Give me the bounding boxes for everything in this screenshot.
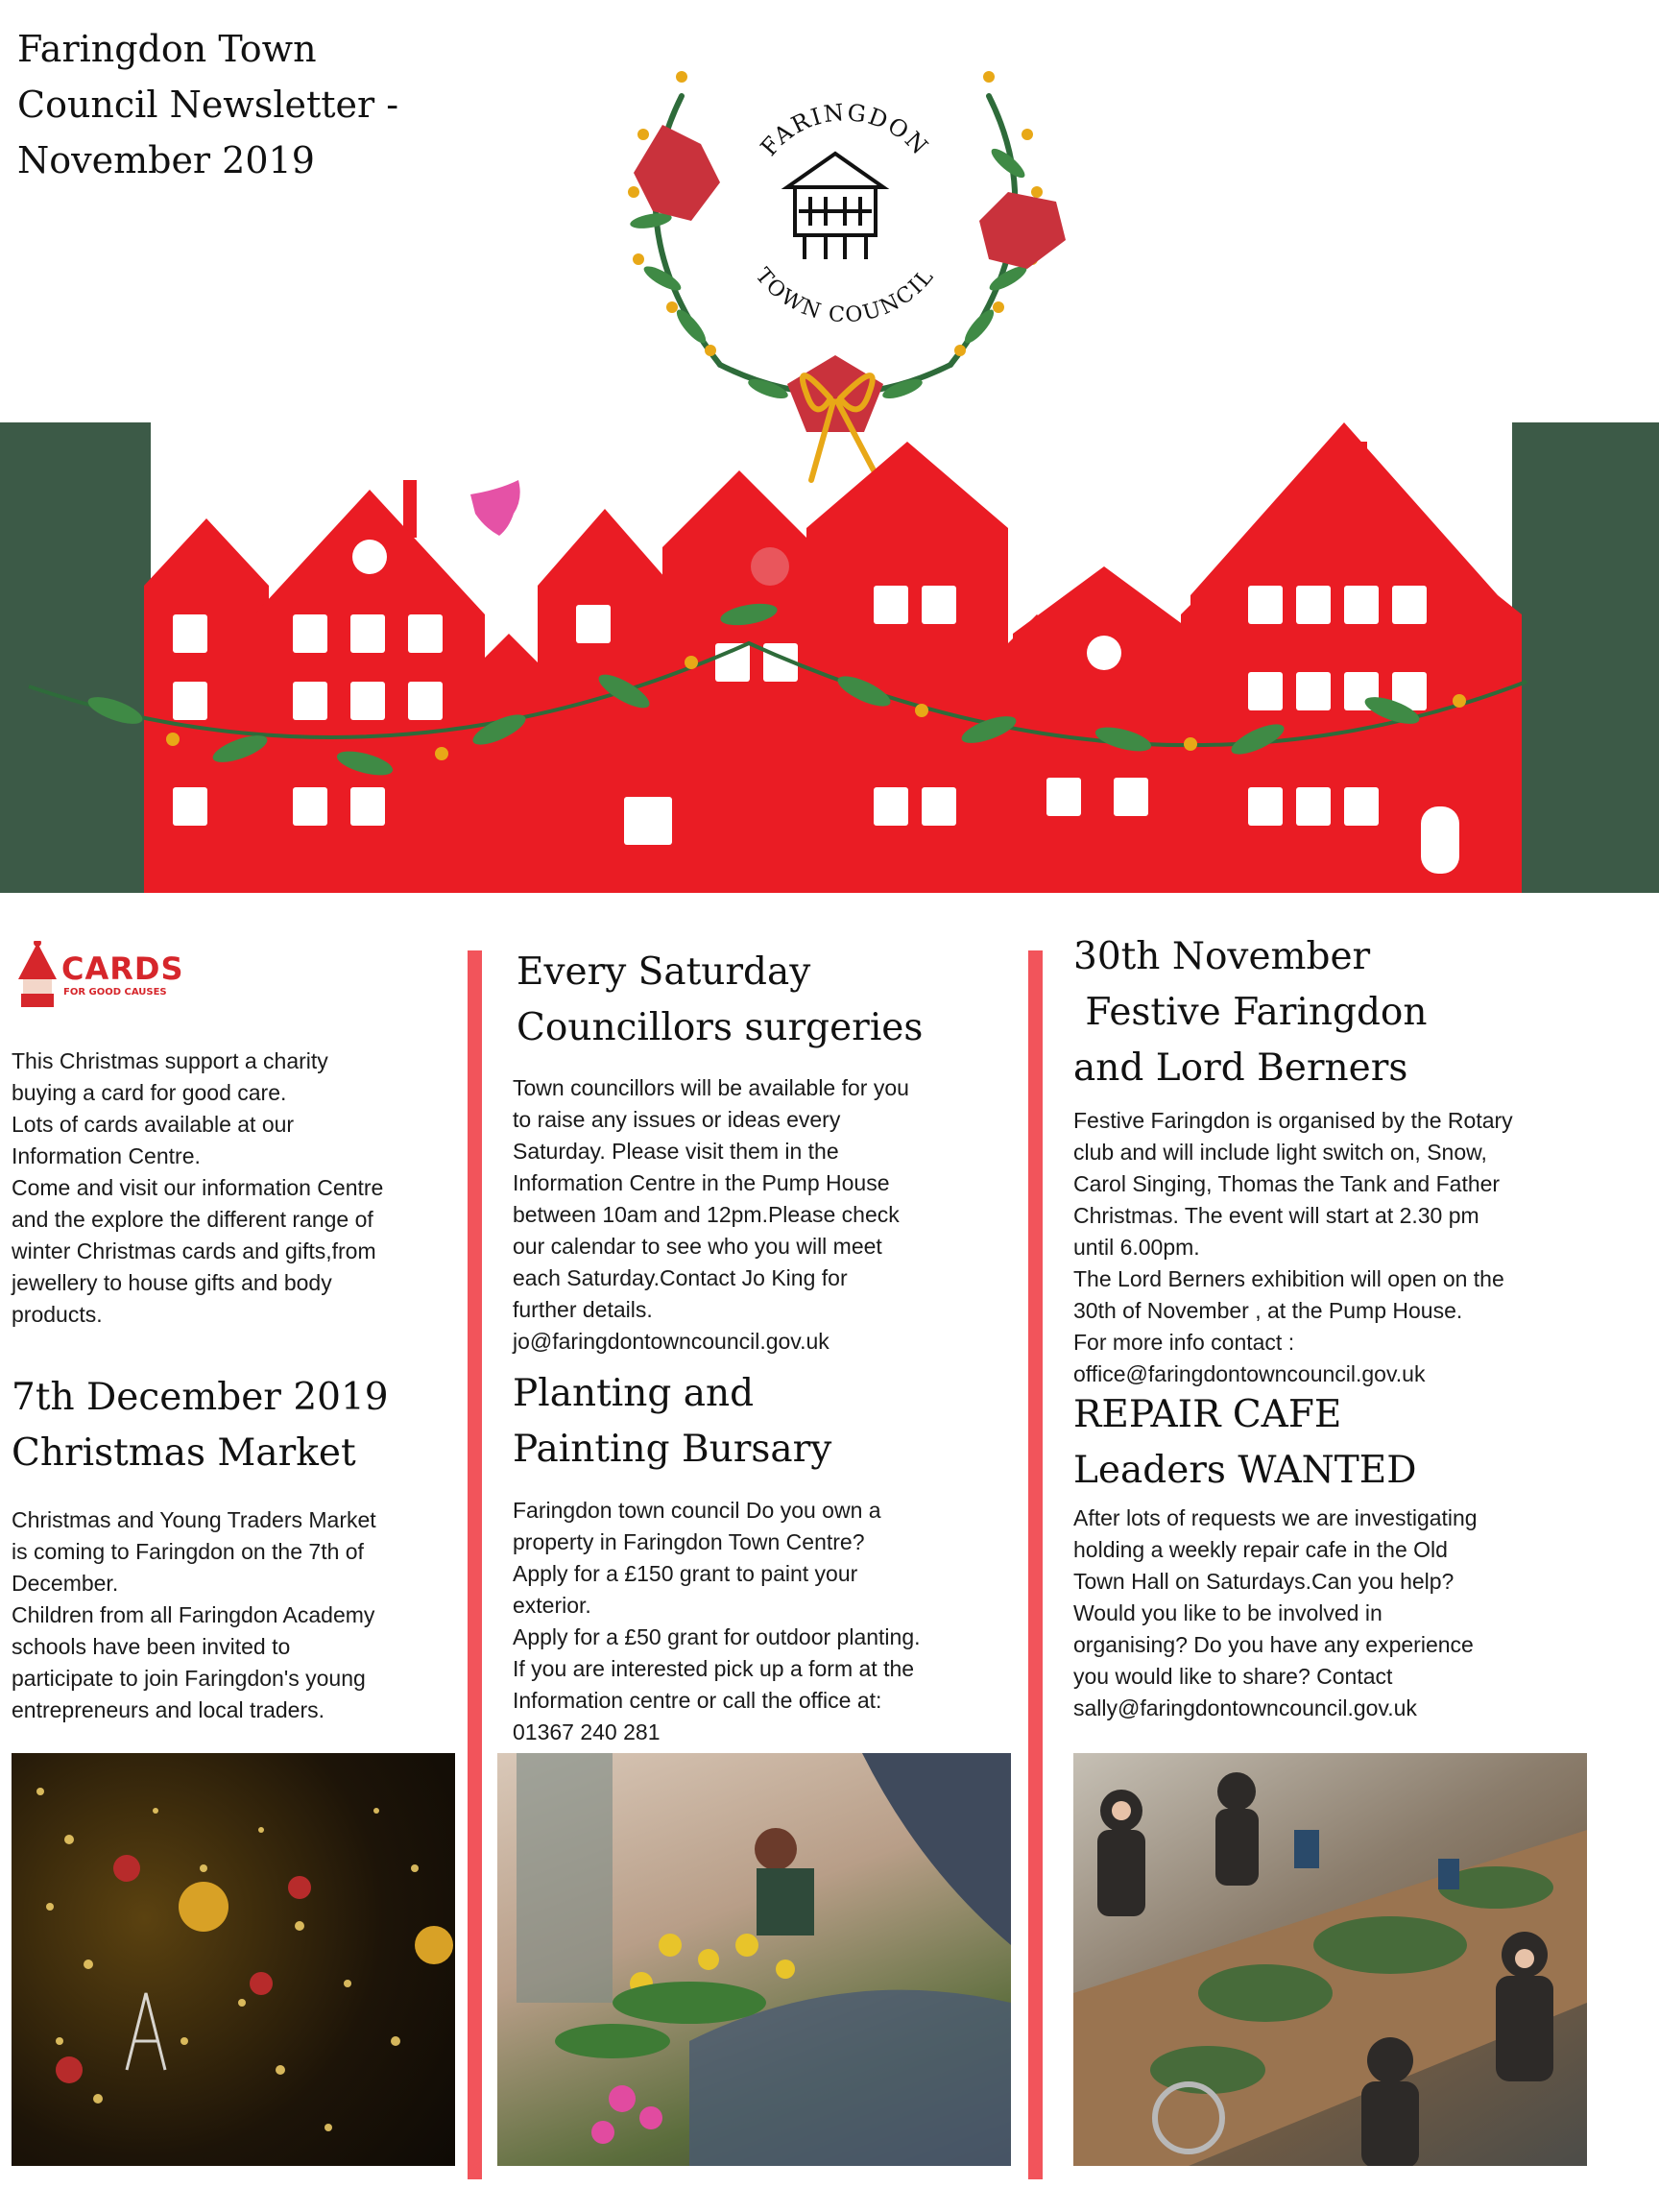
cards-logo-tagline: FOR GOOD CAUSES (63, 987, 167, 998)
text-line: entrepreneurs and local traders. (12, 1697, 325, 1722)
repair-cafe-heading (1073, 1387, 1630, 1499)
text-line: club and will include light switch on, Snow, (1073, 1140, 1487, 1165)
heading-line: 7th December 2019 (12, 1376, 389, 1419)
poinsettia-left-icon (634, 125, 720, 221)
heading-line: Councillors surgeries (517, 1006, 924, 1049)
christmas-market-heading (12, 1370, 463, 1481)
christmas-lights-photo (12, 1753, 455, 2166)
festive-faringdon-heading (1073, 929, 1630, 1096)
councillors-surgeries-heading (517, 945, 1016, 1056)
text-line: to raise any issues or ideas every (513, 1107, 841, 1132)
cards-intro-text (12, 1046, 463, 1331)
text-line: Information Centre in the Pump House (513, 1170, 890, 1195)
text-line: between 10am and 12pm.Please check (513, 1202, 900, 1227)
text-line: This Christmas support a charity (12, 1048, 328, 1073)
heading-line: 30th November (1073, 935, 1371, 978)
heading-line: Leaders WANTED (1073, 1449, 1417, 1492)
planting-bursary-heading (513, 1366, 1022, 1478)
newsletter-title (17, 21, 459, 188)
text-line: After lots of requests we are investigating (1073, 1505, 1478, 1530)
poinsettia-right-icon (979, 192, 1066, 269)
left-green-panel (0, 422, 151, 893)
councillors-surgeries-text (513, 1072, 1022, 1358)
text-line: If you are interested pick up a form at the (513, 1656, 915, 1681)
heading-line: Christmas Market (12, 1431, 356, 1475)
office-email-link[interactable]: office@faringdontowncouncil.gov.uk (1073, 1361, 1426, 1386)
text-line: exterior. (513, 1593, 591, 1618)
text-line: is coming to Faringdon on the 7th of (12, 1539, 364, 1564)
text-line: our calendar to see who you will meet (513, 1234, 882, 1259)
text-line: Information centre or call the office at: (513, 1688, 882, 1713)
sally-email-link[interactable]: sally@faringdontowncouncil.gov.uk (1073, 1695, 1417, 1720)
text-line: until 6.00pm. (1073, 1235, 1200, 1260)
heading-line: Every Saturday (517, 950, 811, 994)
santa-icon (13, 941, 61, 1008)
text-line: December. (12, 1571, 119, 1596)
column-divider-left (468, 950, 482, 2179)
town-hall-icon (787, 154, 883, 259)
text-line: jewellery to house gifts and body (12, 1270, 332, 1295)
text-line: winter Christmas cards and gifts,from (12, 1238, 376, 1263)
text-line: Children from all Faringdon Academy (12, 1602, 375, 1627)
text-line: Faringdon town council Do you own a (513, 1498, 881, 1523)
title-line: November 2019 (17, 139, 315, 181)
festive-faringdon-text (1073, 1105, 1640, 1390)
text-line: Saturday. Please visit them in the (513, 1139, 839, 1164)
office-phone-number[interactable]: 01367 240 281 (513, 1719, 661, 1744)
text-line: you would like to share? Contact (1073, 1664, 1393, 1689)
christmas-market-text (12, 1504, 463, 1726)
cards-for-good-causes-logo (13, 941, 205, 1018)
svg-text:TOWN COUNCIL (751, 264, 940, 328)
svg-text:FARINGDON (756, 99, 934, 161)
ornament-ball-icon (751, 547, 789, 586)
text-line: Information Centre. (12, 1143, 201, 1168)
text-line: Christmas and Young Traders Market (12, 1507, 376, 1532)
planting-photo (497, 1753, 1011, 2166)
heading-line: and Lord Berners (1073, 1046, 1408, 1090)
column-divider-right (1028, 950, 1043, 2179)
cards-logo-word: CARDS (61, 950, 184, 987)
text-line: Lots of cards available at our (12, 1112, 295, 1137)
text-line: The Lord Berners exhibition will open on the (1073, 1266, 1504, 1291)
right-green-panel (1512, 422, 1659, 893)
text-line: holding a weekly repair cafe in the Old (1073, 1537, 1448, 1562)
text-line: Come and visit our information Centre (12, 1175, 384, 1200)
text-line: further details. (513, 1297, 653, 1322)
heading-line: REPAIR CAFE (1073, 1393, 1342, 1436)
text-line: For more info contact : (1073, 1330, 1295, 1355)
text-line: Festive Faringdon is organised by the Rotary (1073, 1108, 1513, 1133)
jo-email-link[interactable]: jo@faringdontowncouncil.gov.uk (513, 1329, 830, 1354)
title-line: Faringdon Town (17, 28, 317, 70)
text-line: property in Faringdon Town Centre? (513, 1529, 865, 1554)
text-line: and the explore the different range of (12, 1207, 373, 1232)
logo-top-text: FARINGDON (755, 98, 935, 161)
heading-line: Planting and (513, 1372, 755, 1415)
repair-cafe-text (1073, 1503, 1640, 1724)
text-line: 30th of November , at the Pump House. (1073, 1298, 1463, 1323)
heading-line: Festive Faringdon (1073, 991, 1428, 1034)
text-line: participate to join Faringdon's young (12, 1666, 366, 1691)
text-line: Would you like to be involved in (1073, 1600, 1382, 1625)
planting-bursary-text (513, 1495, 1022, 1748)
text-line: products. (12, 1302, 103, 1327)
text-line: buying a card for good care. (12, 1080, 287, 1105)
text-line: schools have been invited to (12, 1634, 291, 1659)
text-line: each Saturday.Contact Jo King for (513, 1265, 848, 1290)
text-line: Christmas. The event will start at 2.30 pm (1073, 1203, 1479, 1228)
logo-bottom-text: TOWN COUNCIL (750, 263, 940, 328)
dove-icon (470, 480, 520, 536)
text-line: Apply for a £50 grant for outdoor planting. (513, 1624, 921, 1649)
wreath-workshop-photo (1073, 1753, 1587, 2166)
text-line: Apply for a £150 grant to paint your (513, 1561, 858, 1586)
text-line: organising? Do you have any experience (1073, 1632, 1474, 1657)
heading-line: Painting Bursary (513, 1428, 832, 1471)
christmas-houses-banner (0, 422, 1659, 893)
text-line: Town councillors will be available for you (513, 1075, 909, 1100)
text-line: Carol Singing, Thomas the Tank and Father (1073, 1171, 1501, 1196)
text-line: Town Hall on Saturdays.Can you help? (1073, 1569, 1455, 1594)
title-line: Council Newsletter - (17, 84, 399, 126)
